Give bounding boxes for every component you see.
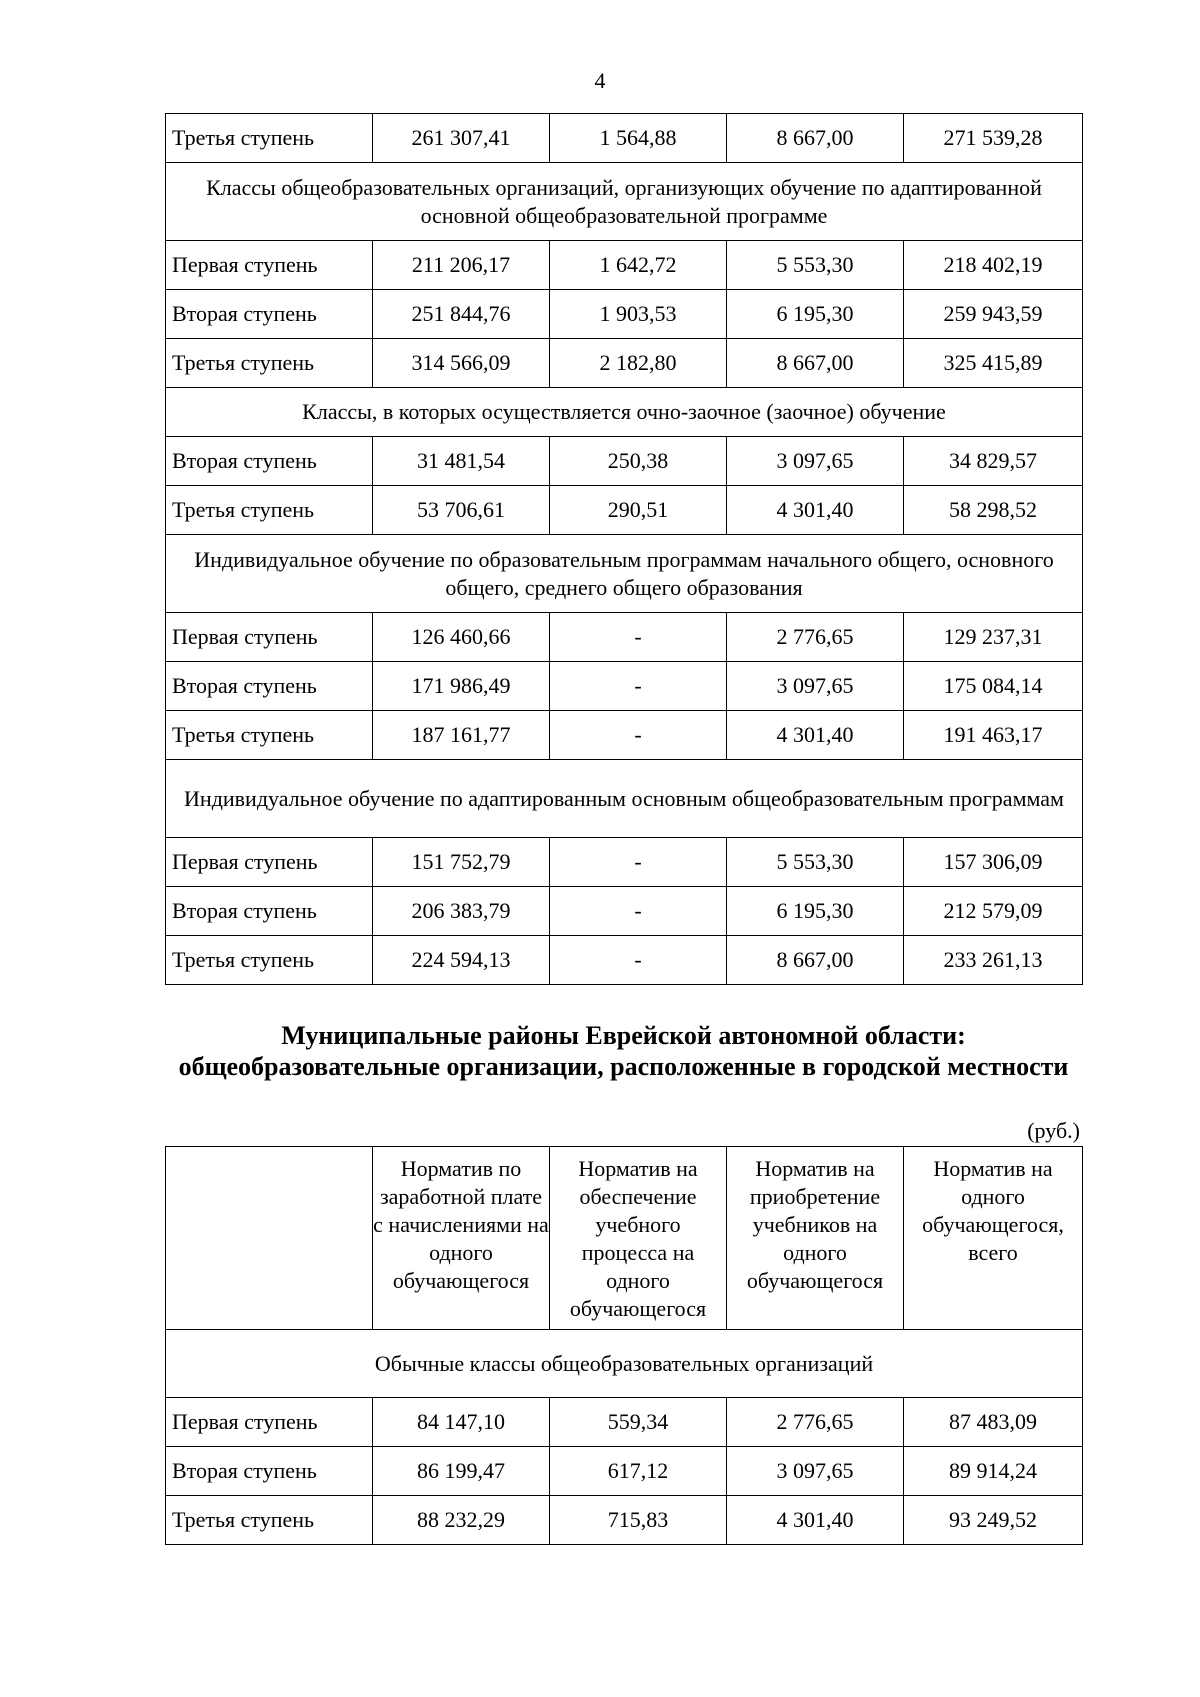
row-label: Третья ступень [166, 114, 373, 163]
unit-label: (руб.) [1027, 1118, 1080, 1143]
value-cell: - [550, 838, 727, 887]
value-cell: 3 097,65 [727, 437, 904, 486]
row-label: Третья ступень [166, 711, 373, 760]
section-title: Классы общеобразовательных организаций, организующих обучение по адаптированной основной общеобразовательной программе [166, 163, 1083, 241]
value-cell: 151 752,79 [373, 838, 550, 887]
table-row [166, 613, 1083, 662]
page-number: 4 [594, 68, 606, 93]
header-cell-salary: Норматив по заработной плате с начислениями на одного обучающегося [373, 1147, 550, 1330]
value-cell: 715,83 [550, 1496, 727, 1545]
row-label: Первая ступень [166, 613, 373, 662]
value-cell: 53 706,61 [373, 486, 550, 535]
value-cell: 3 097,65 [727, 1447, 904, 1496]
value-cell: - [550, 711, 727, 760]
row-label: Вторая ступень [166, 662, 373, 711]
table-row [166, 290, 1083, 339]
section-row [166, 1330, 1083, 1398]
table-row [166, 887, 1083, 936]
value-cell: 251 844,76 [373, 290, 550, 339]
table-row [166, 114, 1083, 163]
value-cell: 211 206,17 [373, 241, 550, 290]
table-row [166, 838, 1083, 887]
table-row [166, 662, 1083, 711]
value-cell: 259 943,59 [904, 290, 1083, 339]
value-cell: - [550, 887, 727, 936]
section-row [166, 163, 1083, 241]
value-cell: 8 667,00 [727, 114, 904, 163]
value-cell: 212 579,09 [904, 887, 1083, 936]
table-row [166, 1398, 1083, 1447]
header-cell-total: Норматив на одного обучающегося, всего [904, 1147, 1083, 1330]
section-title: Обычные классы общеобразовательных организаций [166, 1330, 1083, 1398]
value-cell: 5 553,30 [727, 241, 904, 290]
standards-table-continued [165, 113, 1083, 985]
value-cell: 2 776,65 [727, 1398, 904, 1447]
row-label: Вторая ступень [166, 290, 373, 339]
value-cell: - [550, 936, 727, 985]
row-label: Вторая ступень [166, 437, 373, 486]
row-label: Первая ступень [166, 1398, 373, 1447]
value-cell: 4 301,40 [727, 486, 904, 535]
table-row [166, 1496, 1083, 1545]
table-row [166, 936, 1083, 985]
row-label: Первая ступень [166, 241, 373, 290]
value-cell: 34 829,57 [904, 437, 1083, 486]
value-cell: 314 566,09 [373, 339, 550, 388]
value-cell: 224 594,13 [373, 936, 550, 985]
value-cell: 58 298,52 [904, 486, 1083, 535]
value-cell: 1 903,53 [550, 290, 727, 339]
table-row [166, 711, 1083, 760]
value-cell: 1 642,72 [550, 241, 727, 290]
table-row [166, 241, 1083, 290]
value-cell: 3 097,65 [727, 662, 904, 711]
value-cell: 290,51 [550, 486, 727, 535]
value-cell: 187 161,77 [373, 711, 550, 760]
value-cell: 206 383,79 [373, 887, 550, 936]
table-row [166, 1447, 1083, 1496]
row-label: Вторая ступень [166, 887, 373, 936]
table-row [166, 437, 1083, 486]
value-cell: 1 564,88 [550, 114, 727, 163]
value-cell: 325 415,89 [904, 339, 1083, 388]
section-title: Индивидуальное обучение по адаптированным основным общеобразовательным программам [166, 760, 1083, 838]
value-cell: 2 182,80 [550, 339, 727, 388]
value-cell: 191 463,17 [904, 711, 1083, 760]
row-label: Третья ступень [166, 936, 373, 985]
section-row [166, 760, 1083, 838]
table-row [166, 339, 1083, 388]
value-cell: 175 084,14 [904, 662, 1083, 711]
value-cell: 86 199,47 [373, 1447, 550, 1496]
value-cell: 617,12 [550, 1447, 727, 1496]
value-cell: 89 914,24 [904, 1447, 1083, 1496]
value-cell: 31 481,54 [373, 437, 550, 486]
value-cell: 126 460,66 [373, 613, 550, 662]
value-cell: 88 232,29 [373, 1496, 550, 1545]
section-row [166, 388, 1083, 437]
value-cell: 171 986,49 [373, 662, 550, 711]
row-label: Вторая ступень [166, 1447, 373, 1496]
section-title: Индивидуальное обучение по образовательным программам начального общего, основного общего, среднего общего образования [166, 535, 1083, 613]
section-title: Классы, в которых осуществляется очно-заочное (заочное) обучение [166, 388, 1083, 437]
value-cell: 4 301,40 [727, 1496, 904, 1545]
value-cell: 84 147,10 [373, 1398, 550, 1447]
header-cell-textbooks: Норматив на приобретение учебников на одного обучающегося [727, 1147, 904, 1330]
value-cell: 93 249,52 [904, 1496, 1083, 1545]
value-cell: 6 195,30 [727, 887, 904, 936]
value-cell: 559,34 [550, 1398, 727, 1447]
header-cell-process: Норматив на обеспечение учебного процесса на одного обучающегося [550, 1147, 727, 1330]
header-row [166, 1147, 1083, 1330]
value-cell: 2 776,65 [727, 613, 904, 662]
value-cell: 261 307,41 [373, 114, 550, 163]
municipal-urban-standards-table [165, 1146, 1083, 1545]
value-cell: 271 539,28 [904, 114, 1083, 163]
value-cell: 6 195,30 [727, 290, 904, 339]
table-row [166, 486, 1083, 535]
row-label: Третья ступень [166, 1496, 373, 1545]
value-cell: 87 483,09 [904, 1398, 1083, 1447]
value-cell: 250,38 [550, 437, 727, 486]
value-cell: 129 237,31 [904, 613, 1083, 662]
value-cell: 5 553,30 [727, 838, 904, 887]
row-label: Первая ступень [166, 838, 373, 887]
value-cell: 157 306,09 [904, 838, 1083, 887]
value-cell: 8 667,00 [727, 936, 904, 985]
row-label: Третья ступень [166, 339, 373, 388]
header-cell-empty [166, 1147, 373, 1330]
section-row [166, 535, 1083, 613]
value-cell: 8 667,00 [727, 339, 904, 388]
value-cell: 4 301,40 [727, 711, 904, 760]
value-cell: 218 402,19 [904, 241, 1083, 290]
row-label: Третья ступень [166, 486, 373, 535]
value-cell: 233 261,13 [904, 936, 1083, 985]
value-cell: - [550, 662, 727, 711]
section-heading: Муниципальные районы Еврейской автономной области: общеобразовательные организации, расположенные в городской местности [178, 1021, 1069, 1081]
value-cell: - [550, 613, 727, 662]
